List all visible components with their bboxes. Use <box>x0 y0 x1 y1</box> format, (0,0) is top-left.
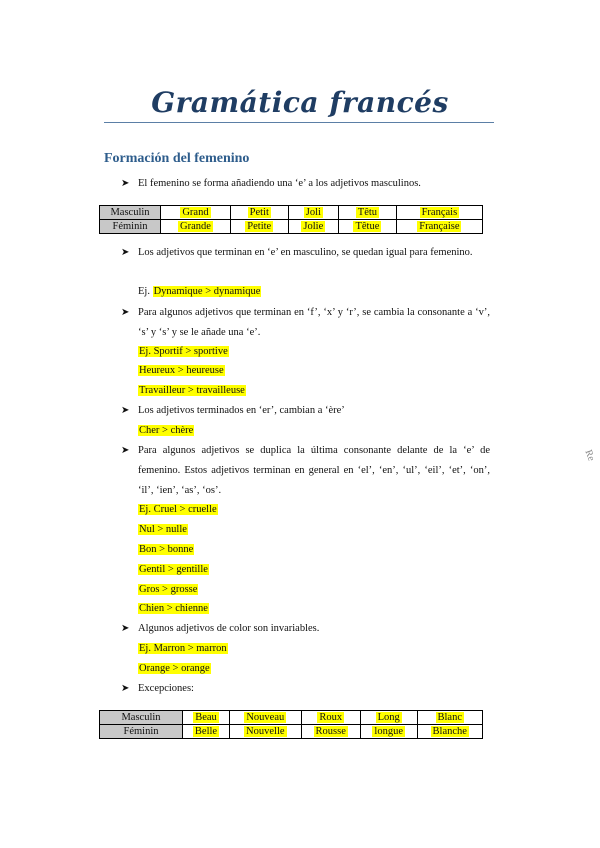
margin-text-fragment: Re <box>582 448 597 463</box>
table-cell: Blanche <box>417 725 482 739</box>
table-cell: longue <box>360 725 417 739</box>
table-row <box>100 206 483 220</box>
table-cell: Petite <box>230 220 288 234</box>
example-line: Ej. Cruel > cruelle <box>139 504 217 515</box>
arrow-bullet-icon: ➤ <box>121 307 130 318</box>
table-cell: Rousse <box>301 725 360 739</box>
table-cell-header: Masculin <box>100 711 183 725</box>
bullet-text: Excepciones: <box>138 683 194 694</box>
arrow-bullet-icon: ➤ <box>121 683 130 694</box>
title-divider <box>104 122 494 123</box>
example-line: Cher > chère <box>139 425 194 436</box>
table-row <box>100 725 483 739</box>
table-cell: Jolie <box>288 220 339 234</box>
arrow-bullet-icon: ➤ <box>121 405 130 416</box>
exceptions-table <box>99 710 483 739</box>
section-heading: Formación del femenino <box>104 151 250 166</box>
page-title: Gramática francés <box>151 86 449 119</box>
table-cell: Long <box>360 711 417 725</box>
bullet-text: Para algunos adjetivos se duplica la última consonante delante de la ‘e’ de femenino. Estos adjetivos terminan en general en ‘el’, ‘en’, ‘ul’, ‘eil’, ‘et’, ‘on’, ‘il’, ‘ien’, ‘as’, ‘os’. <box>138 445 490 496</box>
example-line: Heureux > heureuse <box>139 365 224 376</box>
table-row <box>100 711 483 725</box>
table-cell: Française <box>396 220 482 234</box>
arrow-bullet-icon: ➤ <box>121 445 130 456</box>
table-cell: Grande <box>161 220 231 234</box>
table-cell: Beau <box>183 711 230 725</box>
example-line: Ej. Marron > marron <box>139 643 227 654</box>
arrow-bullet-icon: ➤ <box>121 623 130 634</box>
example-line: Orange > orange <box>139 663 210 674</box>
table-cell: Roux <box>301 711 360 725</box>
bullet-text: Algunos adjetivos de color son invariables. <box>138 623 320 634</box>
example-line: Chien > chienne <box>139 603 208 614</box>
table-row <box>100 220 483 234</box>
table-cell: Nouvelle <box>229 725 301 739</box>
table-cell: Nouveau <box>229 711 301 725</box>
example-line: Ej. Sportif > sportive <box>139 346 228 357</box>
example-line: Travailleur > travailleuse <box>139 385 245 396</box>
table-cell-header: Féminin <box>100 725 183 739</box>
example-line: Gros > grosse <box>139 584 198 595</box>
table-cell-header: Masculin <box>100 206 161 220</box>
example-line: Bon > bonne <box>139 544 194 555</box>
table-cell: Belle <box>183 725 230 739</box>
table-cell: Têtue <box>339 220 397 234</box>
example-line: Nul > nulle <box>139 524 187 535</box>
table-cell: Blanc <box>417 711 482 725</box>
bullet-text: Los adjetivos terminados en ‘er’, cambian a ‘ère’ <box>138 405 345 416</box>
bullet-text: Los adjetivos que terminan en ‘e’ en masculino, se quedan igual para femenino. <box>138 247 473 258</box>
bullet-text: El femenino se forma añadiendo una ‘e’ a los adjetivos masculinos. <box>138 178 421 189</box>
bullet-text: Para algunos adjetivos que terminan en ‘f’, ‘x’ y ‘r’, se cambia la consonante a ‘v’, ‘s’ y ‘s’ y se le añade una ‘e’. <box>138 307 490 338</box>
table-cell: Grand <box>161 206 231 220</box>
arrow-bullet-icon: ➤ <box>121 247 130 258</box>
table-cell: Joli <box>288 206 339 220</box>
arrow-bullet-icon: ➤ <box>121 178 130 189</box>
table-cell-header: Féminin <box>100 220 161 234</box>
table-cell: Têtu <box>339 206 397 220</box>
table-cell: Petit <box>230 206 288 220</box>
example-line: Ej. Dynamique > dynamique <box>138 286 261 297</box>
adjective-table <box>99 205 483 234</box>
table-cell: Français <box>396 206 482 220</box>
example-line: Gentil > gentille <box>139 564 208 575</box>
